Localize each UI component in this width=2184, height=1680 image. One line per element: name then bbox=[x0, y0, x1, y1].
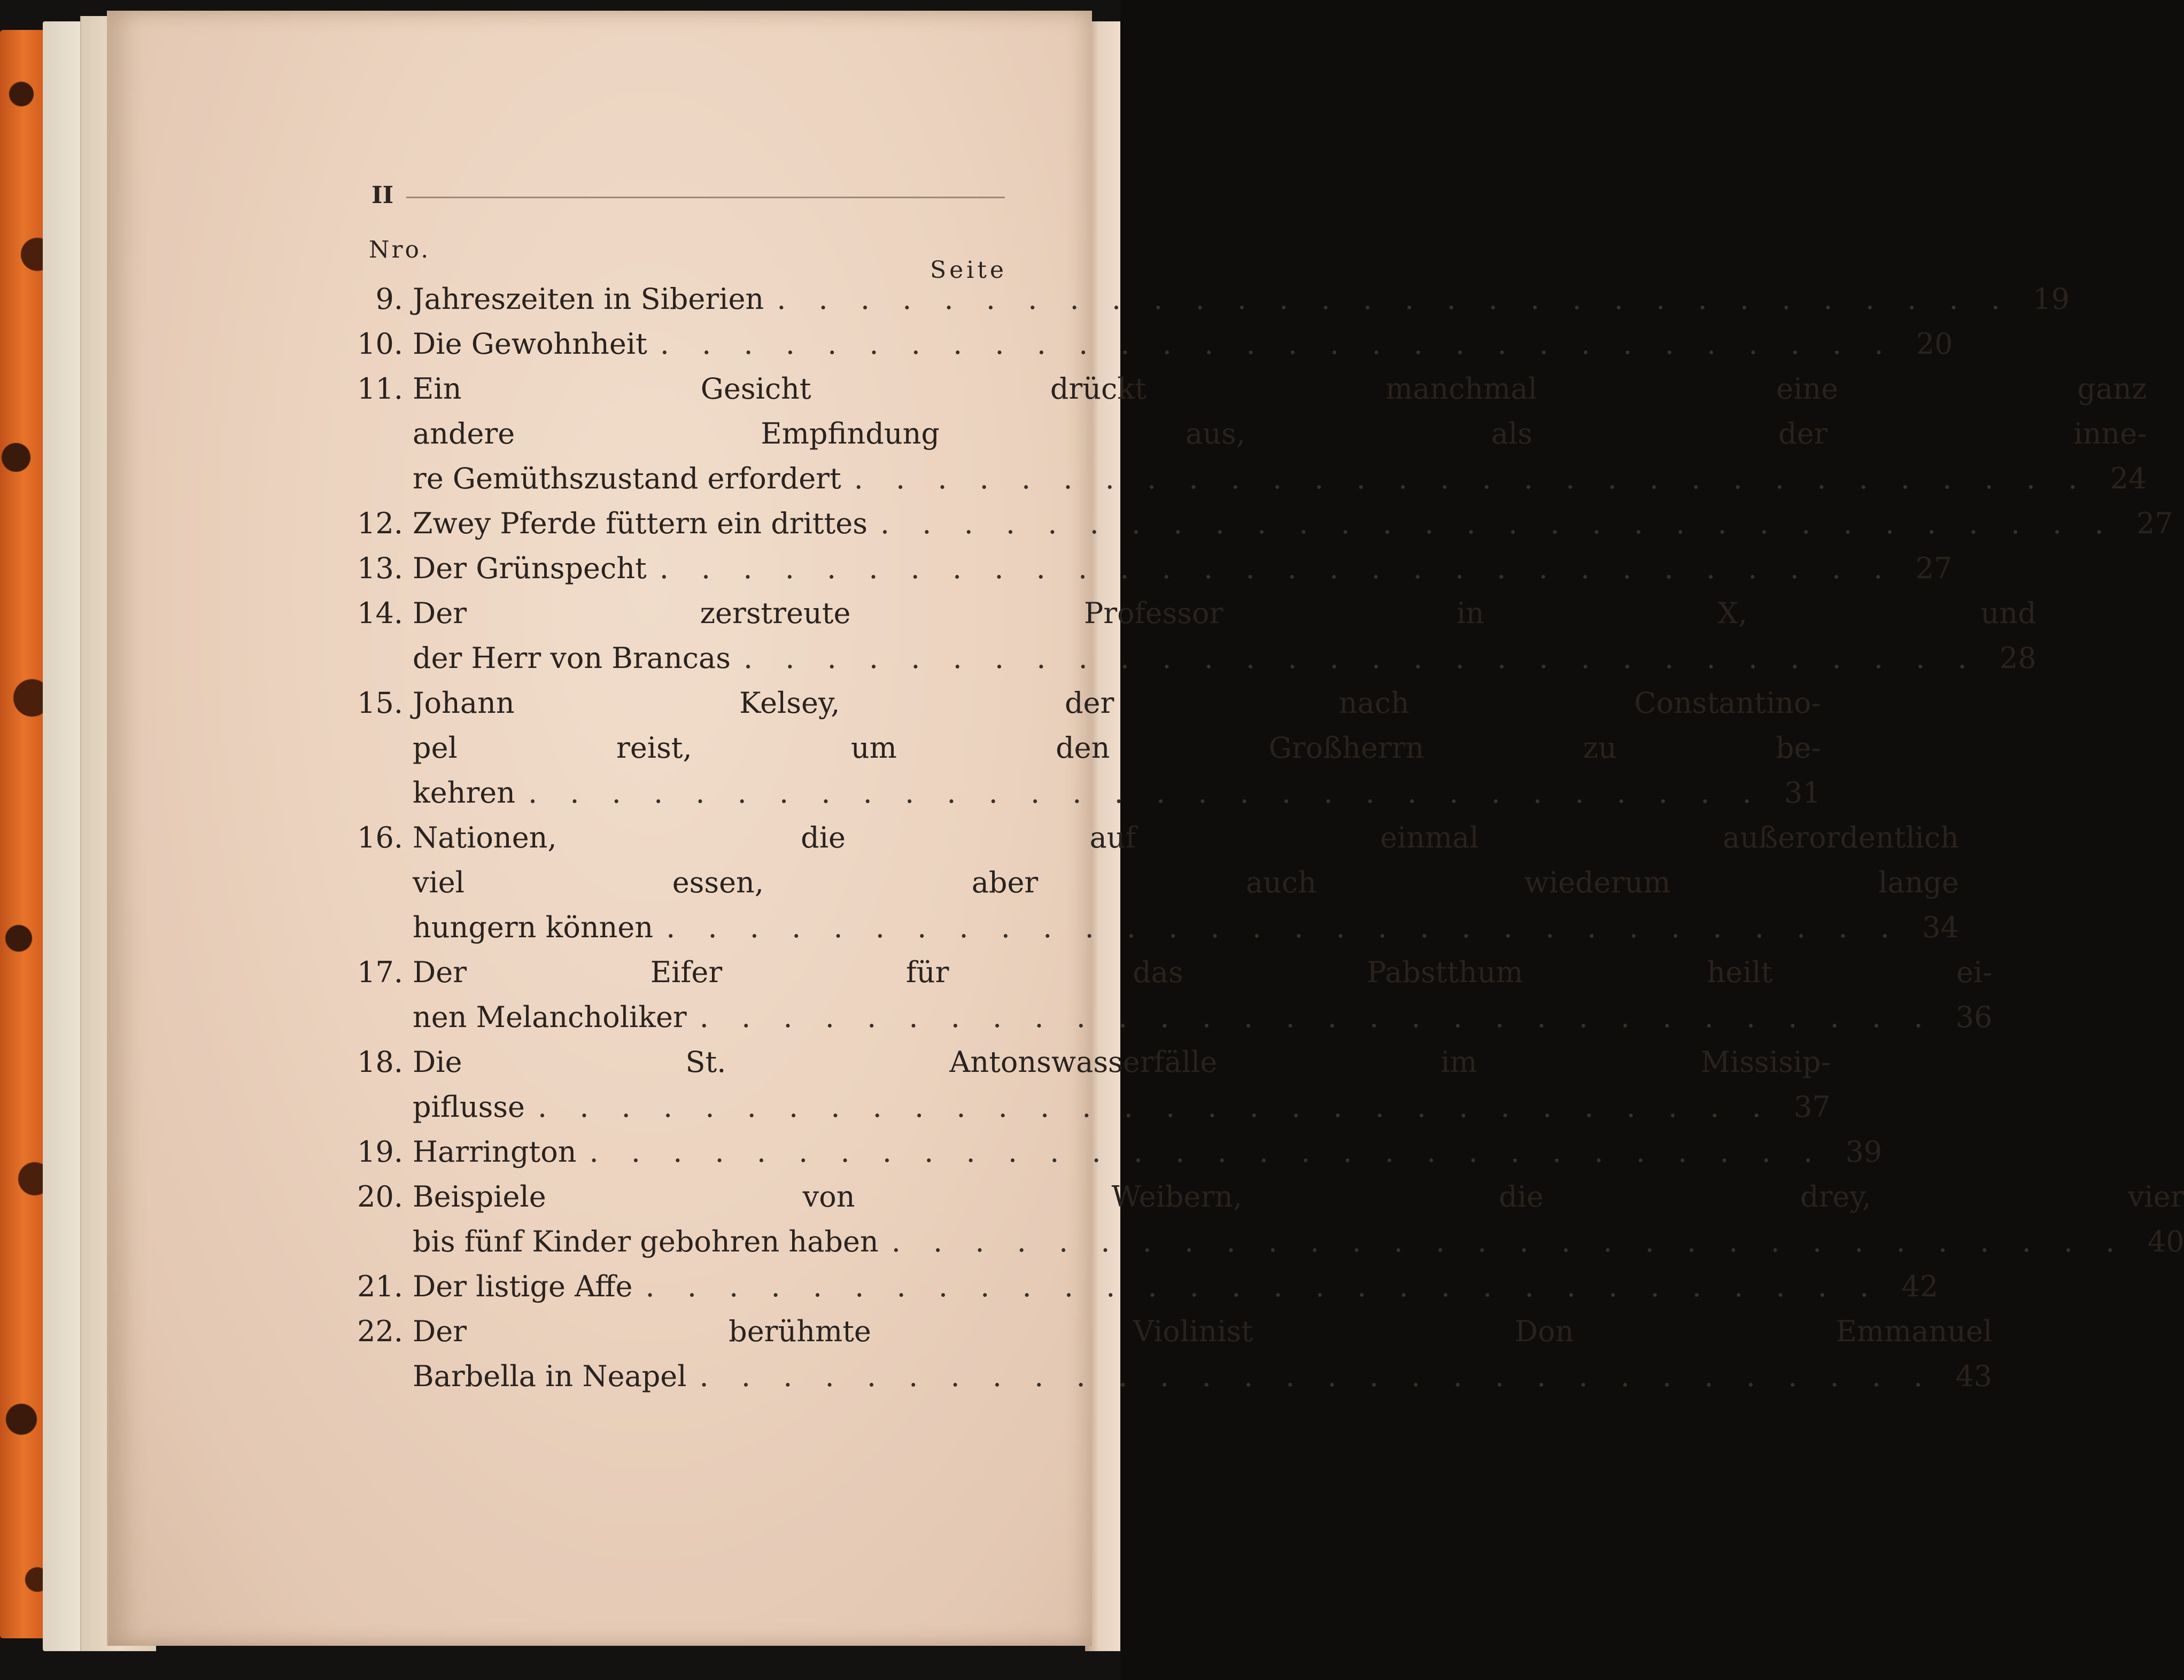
entry-number: 11. bbox=[357, 372, 403, 406]
dot-leader: . . . . . . . . . . . . . . . . . . . . . . . . . . . . . . bbox=[666, 911, 1901, 944]
dot-leader: . . . . . . . . . . . . . . . . . . . . . . . . . . . . . . bbox=[645, 1270, 1881, 1303]
entry-number: 16. bbox=[357, 821, 403, 854]
entry-page-number: 28 bbox=[1999, 641, 2036, 675]
entry-title-text: Beispiele von Weibern, die drey, vier bbox=[413, 1180, 2184, 1214]
entry-number: 10. bbox=[357, 327, 403, 361]
entry-title-text: Der Eifer für das Pabstthum heilt ei- bbox=[413, 955, 1993, 989]
entry-title bbox=[413, 322, 1953, 367]
entry-title-text: Die Gewohnheit bbox=[413, 327, 647, 361]
entry-title-line bbox=[413, 501, 2173, 546]
dot-leader: . . . . . . . . . . . . . . . . . . . . . . . . . . . . . . bbox=[743, 641, 1979, 675]
entry-title-line bbox=[413, 860, 1959, 905]
entry-title-line bbox=[413, 1354, 1992, 1399]
entry-title bbox=[413, 950, 1993, 1040]
toc-entry bbox=[353, 815, 1959, 950]
toc-entry bbox=[353, 501, 2173, 546]
entry-title-line bbox=[413, 456, 2147, 501]
entry-title-text: Ein Gesicht drückt manchmal eine ganz bbox=[413, 372, 2147, 406]
entry-title-text: Der berühmte Violinist Don Emmanuel bbox=[413, 1315, 1993, 1348]
entry-title-text: der Herr von Brancas bbox=[413, 641, 731, 675]
entry-title-line bbox=[413, 1309, 1992, 1354]
toc-entry bbox=[353, 546, 1953, 591]
toc-entry bbox=[353, 1040, 1831, 1130]
entry-title-line bbox=[413, 277, 2070, 322]
entry-title-text: nen Melancholiker bbox=[413, 1000, 687, 1034]
entry-page-number: 27 bbox=[2136, 507, 2173, 540]
entry-page-number: 27 bbox=[1915, 551, 1953, 585]
entry-number: 14. bbox=[357, 596, 403, 630]
entry-number: 19. bbox=[357, 1135, 403, 1169]
entry-page-number: 31 bbox=[1784, 776, 1821, 810]
dot-leader: . . . . . . . . . . . . . . . . . . . . . . . . . . . . . . bbox=[589, 1135, 1825, 1169]
entry-title-line bbox=[413, 367, 2147, 411]
entry-title bbox=[413, 1130, 1882, 1175]
entry-title-text: bis fünf Kinder gebohren haben bbox=[413, 1225, 879, 1258]
entry-page-number: 20 bbox=[1916, 327, 1953, 361]
dot-leader: . . . . . . . . . . . . . . . . . . . . . . . . . . . . . . bbox=[660, 327, 1895, 361]
entry-title-text: Johann Kelsey, der nach Constantino- bbox=[413, 686, 1821, 720]
entry-title-line bbox=[413, 1040, 1831, 1085]
entry-title-text: Der zerstreute Professor in X, und bbox=[413, 596, 2036, 630]
table-of-contents bbox=[353, 277, 2184, 1399]
entry-title bbox=[413, 546, 1952, 591]
entry-title-text: Jahreszeiten in Siberien bbox=[413, 282, 764, 316]
dot-leader: . . . . . . . . . . . . . . . . . . . . . . . . . . . . . . bbox=[659, 551, 1895, 585]
toc-entry bbox=[353, 367, 2147, 501]
entry-title bbox=[413, 1040, 1831, 1130]
entry-number: 22. bbox=[357, 1315, 403, 1348]
entry-title-line bbox=[413, 771, 1821, 815]
entry-title-text: Der Grünspecht bbox=[413, 551, 647, 585]
dot-leader: . . . . . . . . . . . . . . . . . . . . . . . . . . . . . . bbox=[854, 462, 2089, 495]
entry-title bbox=[413, 1309, 1992, 1399]
entry-title-text: Harrington bbox=[413, 1135, 577, 1169]
entry-title bbox=[413, 591, 2036, 681]
dot-leader: . . . . . . . . . . . . . . . . . . . . . . . . . . . . . . bbox=[528, 776, 1763, 810]
entry-number: 9. bbox=[375, 282, 403, 316]
entry-title-line bbox=[413, 1219, 2184, 1264]
entry-title-line bbox=[413, 322, 1953, 367]
entry-title-line bbox=[413, 1264, 1938, 1309]
entry-number: 17. bbox=[357, 955, 403, 989]
toc-entry bbox=[353, 681, 1821, 815]
dot-leader: . . . . . . . . . . . . . . . . . . . . . . . . . . . . . . bbox=[699, 1000, 1935, 1034]
entry-title bbox=[413, 501, 2173, 546]
entry-title-text: Zwey Pferde füttern ein drittes bbox=[413, 507, 868, 540]
entry-title bbox=[413, 1175, 2184, 1264]
entry-title-line bbox=[413, 681, 1821, 726]
entry-page-number: 19 bbox=[2033, 282, 2070, 316]
entry-title bbox=[413, 681, 1821, 815]
entry-title-line bbox=[413, 815, 1959, 860]
entry-page-number: 36 bbox=[1955, 1000, 1993, 1034]
entry-title-line bbox=[413, 726, 1821, 771]
page-column-label: Seite bbox=[930, 256, 1007, 284]
entry-title-text: pel reist, um den Großherrn zu be- bbox=[413, 731, 1821, 765]
entry-title-line bbox=[413, 411, 2147, 456]
entry-title-text: viel essen, aber auch wiederum lange bbox=[413, 866, 1959, 899]
entry-title-text: Nationen, die auf einmal außerordentlich bbox=[413, 821, 1959, 854]
entry-number: 13. bbox=[357, 551, 403, 585]
entry-title-text: re Gemüthszustand erfordert bbox=[413, 462, 841, 495]
entry-page-number: 43 bbox=[1955, 1359, 1993, 1393]
entry-title bbox=[413, 1264, 1938, 1309]
entry-title-line bbox=[413, 950, 1993, 995]
entry-title-line bbox=[413, 1085, 1831, 1130]
entry-title-text: kehren bbox=[413, 776, 516, 810]
toc-entry bbox=[353, 1309, 1993, 1399]
toc-entry bbox=[353, 322, 1953, 367]
dot-leader: . . . . . . . . . . . . . . . . . . . . . . . . . . . . . . bbox=[777, 282, 2012, 316]
entry-title-text: Barbella in Neapel bbox=[413, 1359, 687, 1393]
toc-entry bbox=[353, 277, 2070, 322]
entry-title-line bbox=[413, 546, 1952, 591]
entry-title-line bbox=[413, 995, 1993, 1040]
entry-title-line bbox=[413, 591, 2036, 636]
number-column-label: Nro. bbox=[369, 236, 431, 263]
entry-number: 18. bbox=[357, 1045, 403, 1079]
entry-title-text: piflusse bbox=[413, 1090, 525, 1124]
entry-page-number: 24 bbox=[2110, 462, 2147, 495]
entry-title-line bbox=[413, 636, 2036, 681]
entry-page-number: 39 bbox=[1845, 1135, 1883, 1169]
entry-number: 21. bbox=[357, 1270, 403, 1303]
toc-entry bbox=[353, 591, 2036, 681]
dot-leader: . . . . . . . . . . . . . . . . . . . . . . . . . . . . . . bbox=[880, 507, 2116, 540]
entry-title bbox=[413, 367, 2147, 501]
toc-entry bbox=[353, 1175, 2184, 1264]
toc-entry bbox=[353, 1264, 1939, 1309]
entry-page-number: 37 bbox=[1794, 1090, 1831, 1124]
entry-title bbox=[413, 277, 2070, 322]
entry-page-number: 42 bbox=[1901, 1270, 1939, 1303]
entry-page-number: 34 bbox=[1922, 911, 1959, 944]
entry-page-number: 40 bbox=[2147, 1225, 2184, 1258]
dot-leader: . . . . . . . . . . . . . . . . . . . . . . . . . . . . . . bbox=[699, 1359, 1935, 1393]
entry-number: 12. bbox=[357, 507, 403, 540]
entry-number: 15. bbox=[357, 686, 403, 720]
entry-title-line bbox=[413, 1130, 1882, 1175]
entry-title-text: Die St. Antonswasserfälle im Missisip- bbox=[413, 1045, 1831, 1079]
entry-title-line bbox=[413, 905, 1959, 950]
entry-number: 20. bbox=[357, 1180, 403, 1214]
entry-title-text: hungern können bbox=[413, 911, 654, 944]
toc-entry bbox=[353, 950, 1993, 1040]
entry-title bbox=[413, 815, 1959, 950]
toc-entry bbox=[353, 1130, 1883, 1175]
entry-title-line bbox=[413, 1175, 2184, 1219]
entry-title-text: andere Empfindung aus, als der inne- bbox=[413, 417, 2147, 450]
dot-leader: . . . . . . . . . . . . . . . . . . . . . . . . . . . . . . bbox=[538, 1090, 1773, 1124]
running-head-page-number: II bbox=[371, 182, 394, 209]
header-rule bbox=[406, 197, 1005, 198]
dot-leader: . . . . . . . . . . . . . . . . . . . . . . . . . . . . . . bbox=[891, 1225, 2127, 1258]
entry-title-text: Der listige Affe bbox=[413, 1270, 633, 1303]
